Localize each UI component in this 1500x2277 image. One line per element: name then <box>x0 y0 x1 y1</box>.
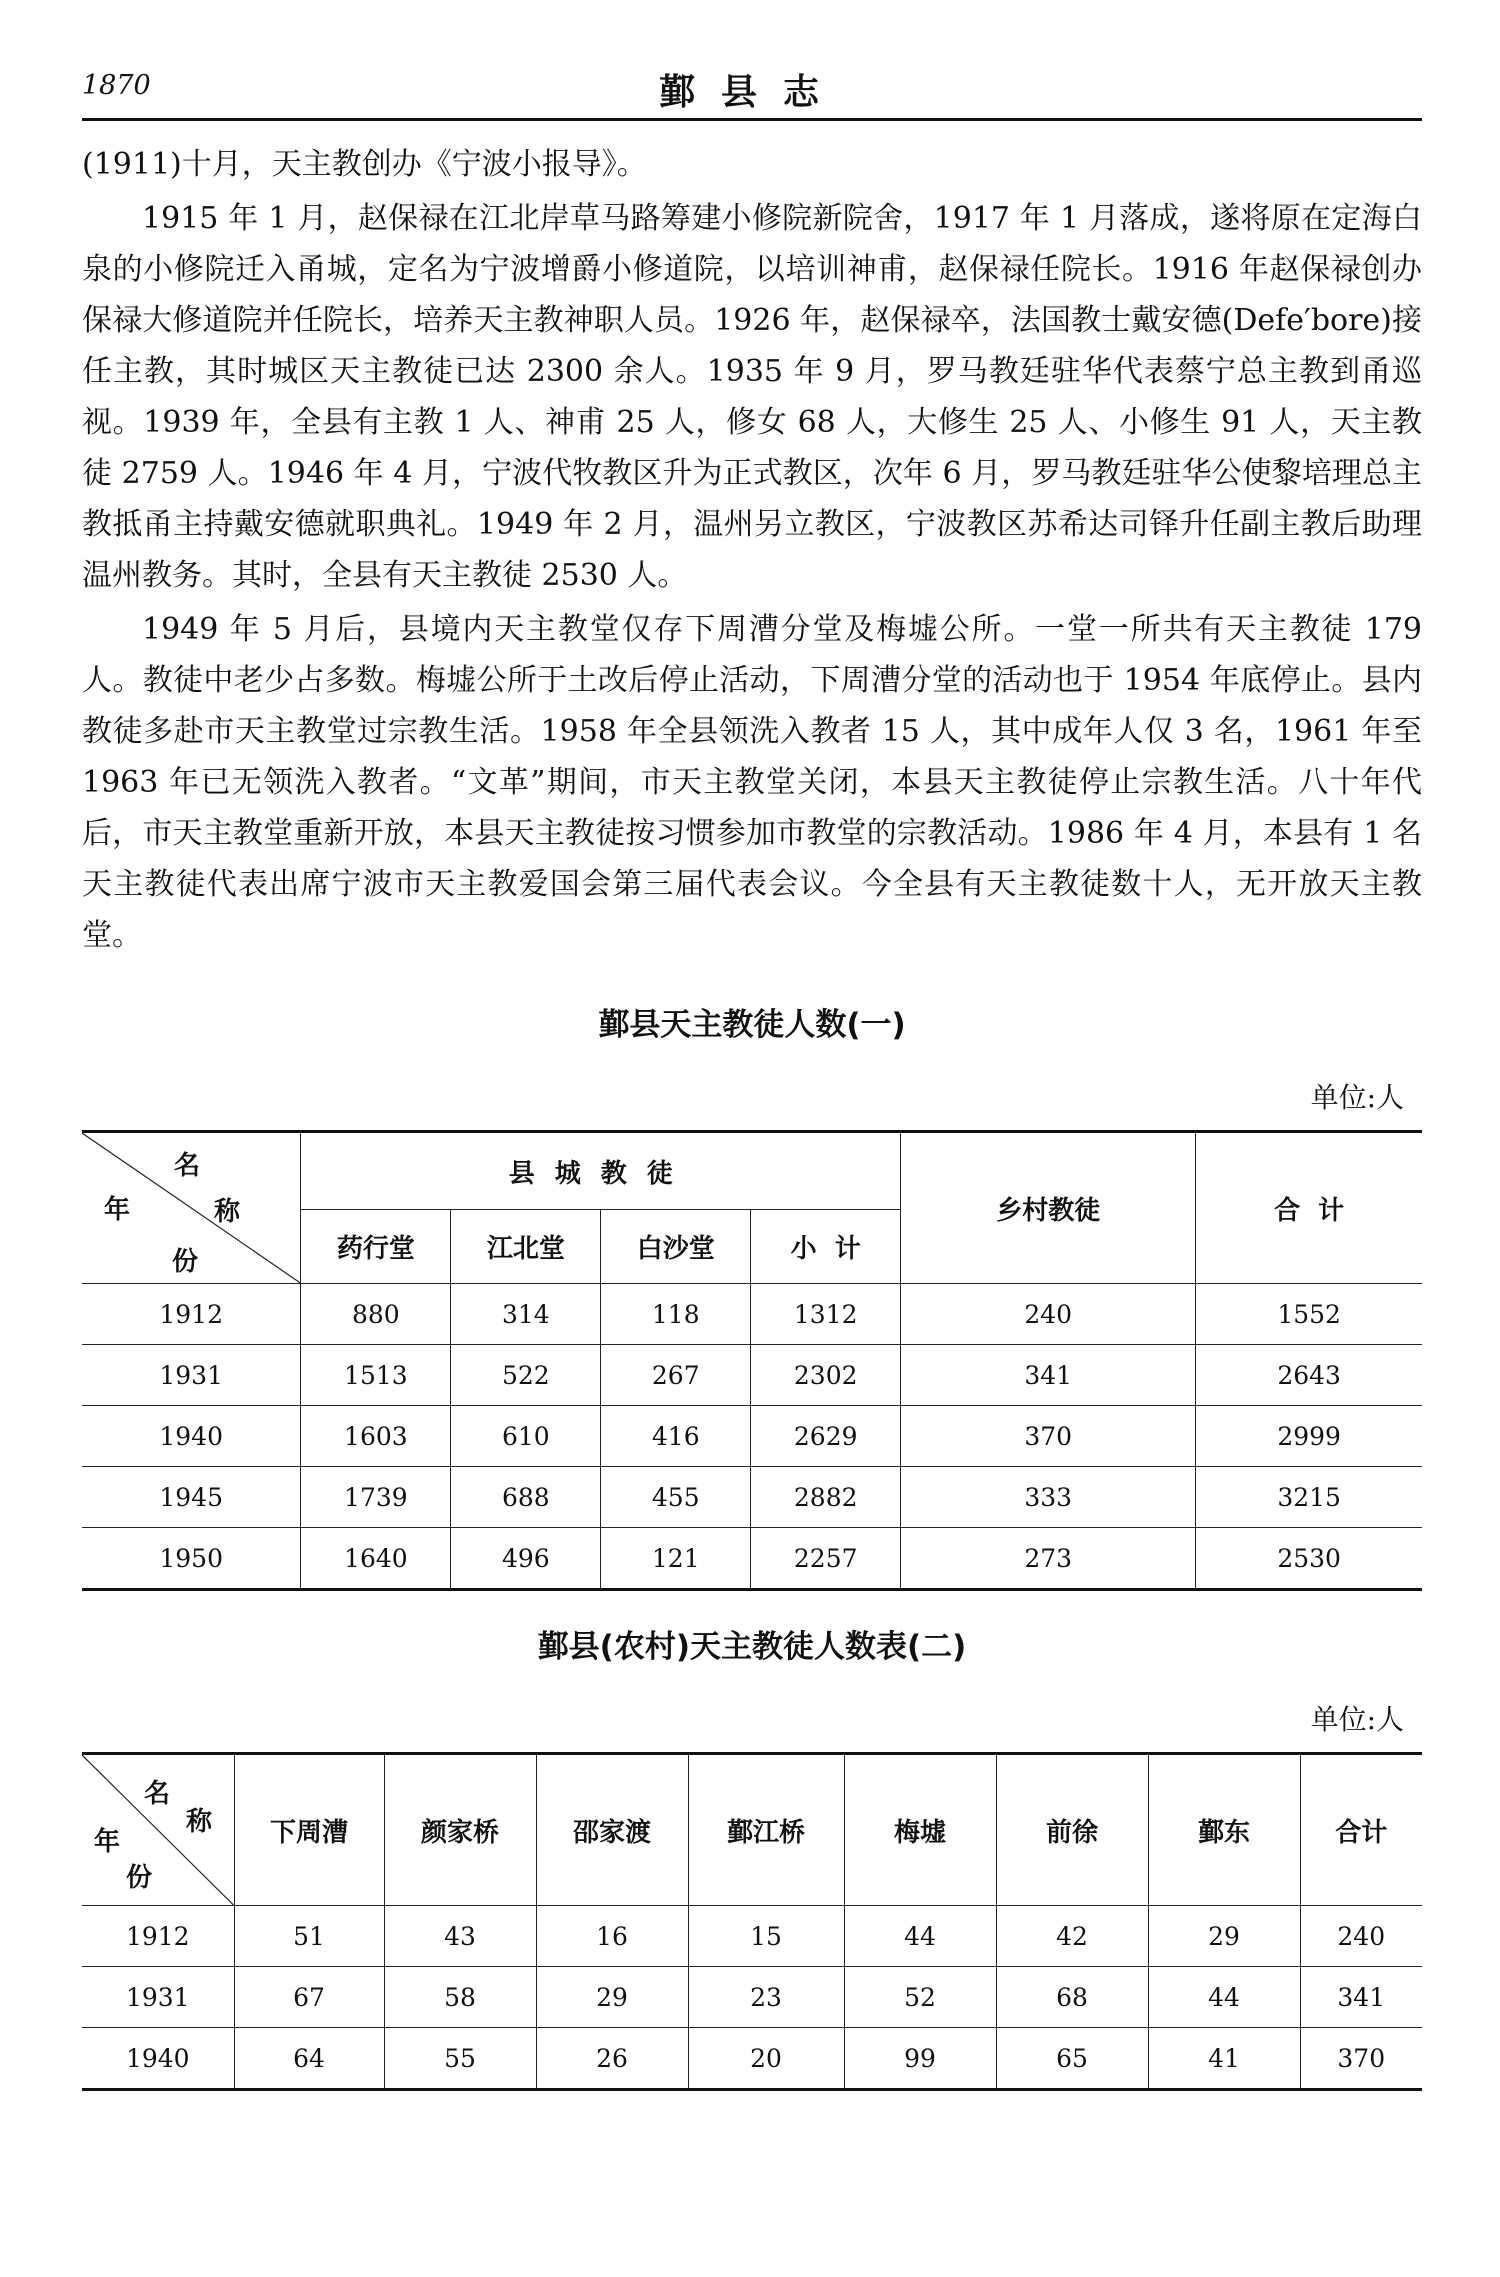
table2-corner-fen: 份 <box>126 1863 153 1893</box>
table-cell: 2882 <box>751 1467 901 1528</box>
table-cell: 44 <box>1148 1967 1300 2028</box>
table-cell: 1931 <box>82 1345 301 1406</box>
table-cell: 522 <box>451 1345 601 1406</box>
table-cell: 52 <box>844 1967 996 2028</box>
table2-header: 前徐 <box>996 1754 1148 1906</box>
table-cell: 43 <box>384 1906 536 1967</box>
table-cell: 51 <box>234 1906 384 1967</box>
table-cell: 2257 <box>751 1528 901 1590</box>
table-cell: 1739 <box>301 1467 451 1528</box>
table-row <box>82 1906 1422 1967</box>
table1 <box>82 1130 1422 1591</box>
table-cell: 240 <box>901 1284 1196 1345</box>
table1-subheader: 白沙堂 <box>601 1210 751 1284</box>
table-cell: 610 <box>451 1406 601 1467</box>
table-cell: 65 <box>996 2028 1148 2090</box>
table2-corner-header <box>82 1754 234 1906</box>
table-cell: 29 <box>536 1967 688 2028</box>
table2-header: 鄞江桥 <box>688 1754 844 1906</box>
table-cell: 1912 <box>82 1906 234 1967</box>
table2-header: 合计 <box>1300 1754 1422 1906</box>
table-row <box>82 1345 1422 1406</box>
table-cell: 1940 <box>82 1406 301 1467</box>
table-cell: 1513 <box>301 1345 451 1406</box>
table2-title: 鄞县(农村)天主教徒人数表(二) <box>537 1629 967 1665</box>
table-cell: 455 <box>601 1467 751 1528</box>
table-cell: 2643 <box>1196 1345 1422 1406</box>
table-cell: 42 <box>996 1906 1148 1967</box>
table-cell: 416 <box>601 1406 751 1467</box>
table-cell: 688 <box>451 1467 601 1528</box>
table-cell: 880 <box>301 1284 451 1345</box>
table1-unit: 单位:人 <box>1310 1081 1404 1114</box>
page <box>82 62 1422 2091</box>
paragraph-3: 1949 年 5 月后，县境内天主教堂仅存下周漕分堂及梅墟公所。一堂一所共有天主教徒 179 人。教徒中老少占多数。梅墟公所于土改后停止活动，下周漕分堂的活动也于 1954 年底停止。县内教徒多赴市天主教堂过宗教生活。1958 年全县领洗入教者 15 人，其中成年人仅 3 名，1961 年至 1963 年已无领洗入教者。“文革”期间，市天主教堂关闭，本县天主教徒停止宗教生活。八十年代后，市天主教堂重新开放，本县天主教徒按习惯参加市教堂的宗教活动。1986 年 4 月，本县有 1 名天主教徒代表出席宁波市天主教爱国会第三届代表会议。今全县有天主教徒数十人，无开放天主教堂。 <box>82 612 1422 953</box>
table-cell: 68 <box>996 1967 1148 2028</box>
table-cell: 1552 <box>1196 1284 1422 1345</box>
table-cell: 341 <box>901 1345 1196 1406</box>
table-cell: 44 <box>844 1906 996 1967</box>
table-cell: 333 <box>901 1467 1196 1528</box>
table-cell: 1640 <box>301 1528 451 1590</box>
table-cell: 58 <box>384 1967 536 2028</box>
table-cell: 1603 <box>301 1406 451 1467</box>
body-text <box>82 139 1422 961</box>
table-cell: 3215 <box>1196 1467 1422 1528</box>
table-cell: 273 <box>901 1528 1196 1590</box>
table2-header: 鄞东 <box>1148 1754 1300 1906</box>
table1-corner-name: 名 <box>174 1151 201 1181</box>
table-cell: 1931 <box>82 1967 234 2028</box>
table-cell: 314 <box>451 1284 601 1345</box>
table-cell: 496 <box>451 1528 601 1590</box>
table-cell: 2302 <box>751 1345 901 1406</box>
table2-corner-nian: 年 <box>94 1827 121 1857</box>
table2-corner-cheng: 称 <box>186 1807 213 1837</box>
table-cell: 2629 <box>751 1406 901 1467</box>
table2-header: 颜家桥 <box>384 1754 536 1906</box>
table-row <box>82 1467 1422 1528</box>
table-cell: 1945 <box>82 1467 301 1528</box>
table-cell: 99 <box>844 2028 996 2090</box>
table-cell: 41 <box>1148 2028 1300 2090</box>
page-number: 1870 <box>82 70 151 101</box>
table-row <box>82 1284 1422 1345</box>
paragraph-1: (1911)十月，天主教创办《宁波小报导》。 <box>82 147 647 182</box>
table1-corner-cheng: 称 <box>214 1197 241 1227</box>
table2-header: 梅墟 <box>844 1754 996 1906</box>
table-cell: 15 <box>688 1906 844 1967</box>
table-cell: 64 <box>234 2028 384 2090</box>
table-cell: 1912 <box>82 1284 301 1345</box>
table-row <box>82 1967 1422 2028</box>
table2-unit: 单位:人 <box>1310 1703 1404 1736</box>
paragraph-2: 1915 年 1 月，赵保禄在江北岸草马路筹建小修院新院舍，1917 年 1 月落成，遂将原在定海白泉的小修院迁入甬城，定名为宁波增爵小修道院，以培训神甫，赵保禄任院长。1916 年赵保禄创办保禄大修道院并任院长，培养天主教神职人员。1926 年，赵保禄卒，法国教士戴安德(Defe′bore)接任主教，其时城区天主教徒已达 2300 余人。1935 年 9 月，罗马教廷驻华代表蔡宁总主教到甬巡视。1939 年，全县有主教 1 人、神甫 25 人，修女 68 人，大修生 25 人、小修生 91 人，天主教徒 2759 人。1946 年 4 月，宁波代牧教区升为正式教区，次年 6 月，罗马教廷驻华公使黎培理总主教抵甬主持戴安德就职典礼。1949 年 2 月，温州另立教区，宁波教区苏希达司铎升任副主教后助理温州教务。其时，全县有天主教徒 2530 人。 <box>82 201 1422 593</box>
table2-corner-name: 名 <box>144 1779 171 1809</box>
table-cell: 121 <box>601 1528 751 1590</box>
table-cell: 26 <box>536 2028 688 2090</box>
table-cell: 370 <box>901 1406 1196 1467</box>
table-cell: 267 <box>601 1345 751 1406</box>
table1-subheader: 江北堂 <box>451 1210 601 1284</box>
table-cell: 1312 <box>751 1284 901 1345</box>
table-cell: 370 <box>1300 2028 1422 2090</box>
table-cell: 16 <box>536 1906 688 1967</box>
table-cell: 118 <box>601 1284 751 1345</box>
table1-subheader: 药行堂 <box>301 1210 451 1284</box>
table-row <box>82 1406 1422 1467</box>
table-cell: 67 <box>234 1967 384 2028</box>
table1-corner-fen: 份 <box>172 1247 199 1277</box>
table1-corner-header <box>82 1132 301 1284</box>
table-row <box>82 1528 1422 1590</box>
table-cell: 55 <box>384 2028 536 2090</box>
table1-subheader: 小 计 <box>751 1210 901 1284</box>
table-cell: 23 <box>688 1967 844 2028</box>
table1-rural-header: 乡村教徒 <box>901 1132 1196 1284</box>
table1-total-header: 合 计 <box>1196 1132 1422 1284</box>
table-cell: 2999 <box>1196 1406 1422 1467</box>
book-title: 鄞县志 <box>658 72 845 113</box>
table-cell: 341 <box>1300 1967 1422 2028</box>
table-cell: 240 <box>1300 1906 1422 1967</box>
table2-header: 邵家渡 <box>536 1754 688 1906</box>
table-cell: 1950 <box>82 1528 301 1590</box>
table1-corner-nian: 年 <box>104 1195 131 1225</box>
page-header <box>82 62 1422 121</box>
table-row <box>82 2028 1422 2090</box>
table2 <box>82 1752 1422 2091</box>
table-cell: 20 <box>688 2028 844 2090</box>
table1-title: 鄞县天主教徒人数(一) <box>598 1007 906 1043</box>
table1-group-header: 县城教徒 <box>301 1132 901 1210</box>
table2-header: 下周漕 <box>234 1754 384 1906</box>
table-cell: 29 <box>1148 1906 1300 1967</box>
table-cell: 1940 <box>82 2028 234 2090</box>
table-cell: 2530 <box>1196 1528 1422 1590</box>
